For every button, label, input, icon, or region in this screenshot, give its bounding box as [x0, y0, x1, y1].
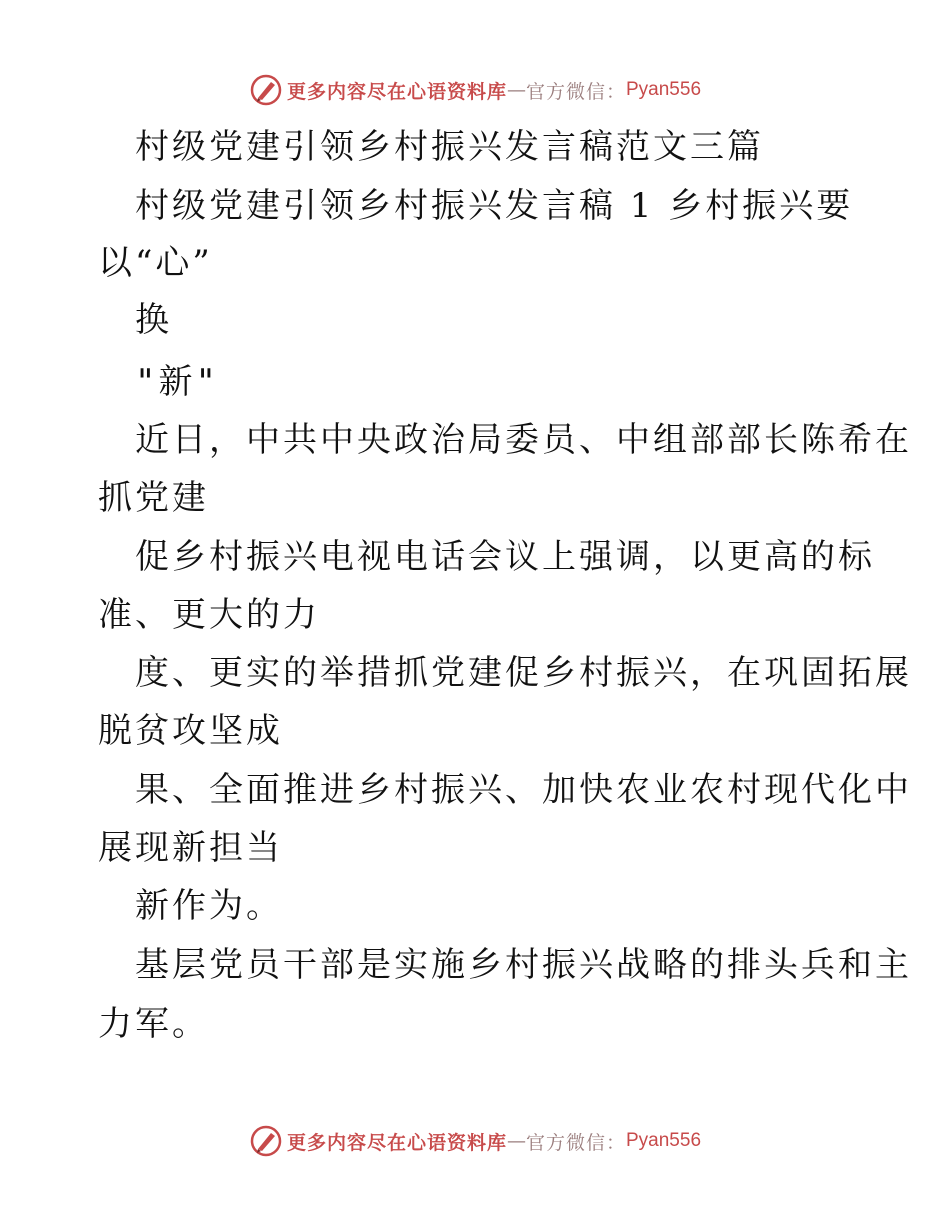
- header-wechat-id: Pyan556: [626, 79, 702, 100]
- text-line: 以“心”: [98, 243, 213, 283]
- footer-library-text: 更多内容尽在心语资料库: [286, 1131, 507, 1154]
- text-line: "新": [135, 362, 219, 402]
- text-line: 度、更实的举措抓党建促乡村振兴，在巩固拓展: [135, 653, 912, 693]
- text-line: 基层党员干部是实施乡村振兴战略的排头兵和主: [135, 945, 912, 985]
- text-line: 促乡村振兴电视电话会议上强调，以更高的标: [135, 537, 875, 577]
- text-line: 换: [135, 300, 172, 340]
- footer-official-text: 官方微信：: [525, 1131, 626, 1154]
- text-line: 展现新担当: [98, 828, 283, 868]
- text-line: 新作为。: [135, 886, 283, 926]
- text-line: 力军。: [98, 1004, 209, 1044]
- text-line: 村级党建引领乡村振兴发言稿 1 乡村振兴要: [135, 186, 854, 226]
- footer-banner: [0, 1121, 950, 1161]
- pen-logo-icon: [249, 73, 283, 107]
- header-official-text: 官方微信：: [525, 80, 626, 103]
- text-line: 近日，中共中央政治局委员、中组部部长陈希在: [135, 420, 912, 460]
- pen-logo-icon: [249, 1124, 283, 1158]
- text-line: 脱贫攻坚成: [98, 711, 283, 751]
- footer-dash: —: [506, 1130, 526, 1152]
- header-dash: —: [506, 79, 526, 101]
- text-line: 抓党建: [98, 478, 209, 518]
- footer-wechat-id: Pyan556: [626, 1130, 702, 1151]
- text-line: 果、全面推进乡村振兴、加快农业农村现代化中: [135, 770, 912, 810]
- header-banner: [0, 70, 950, 110]
- text-line: 准、更大的力: [98, 595, 320, 635]
- document-title: 村级党建引领乡村振兴发言稿范文三篇: [135, 127, 764, 167]
- header-library-text: 更多内容尽在心语资料库: [286, 80, 507, 103]
